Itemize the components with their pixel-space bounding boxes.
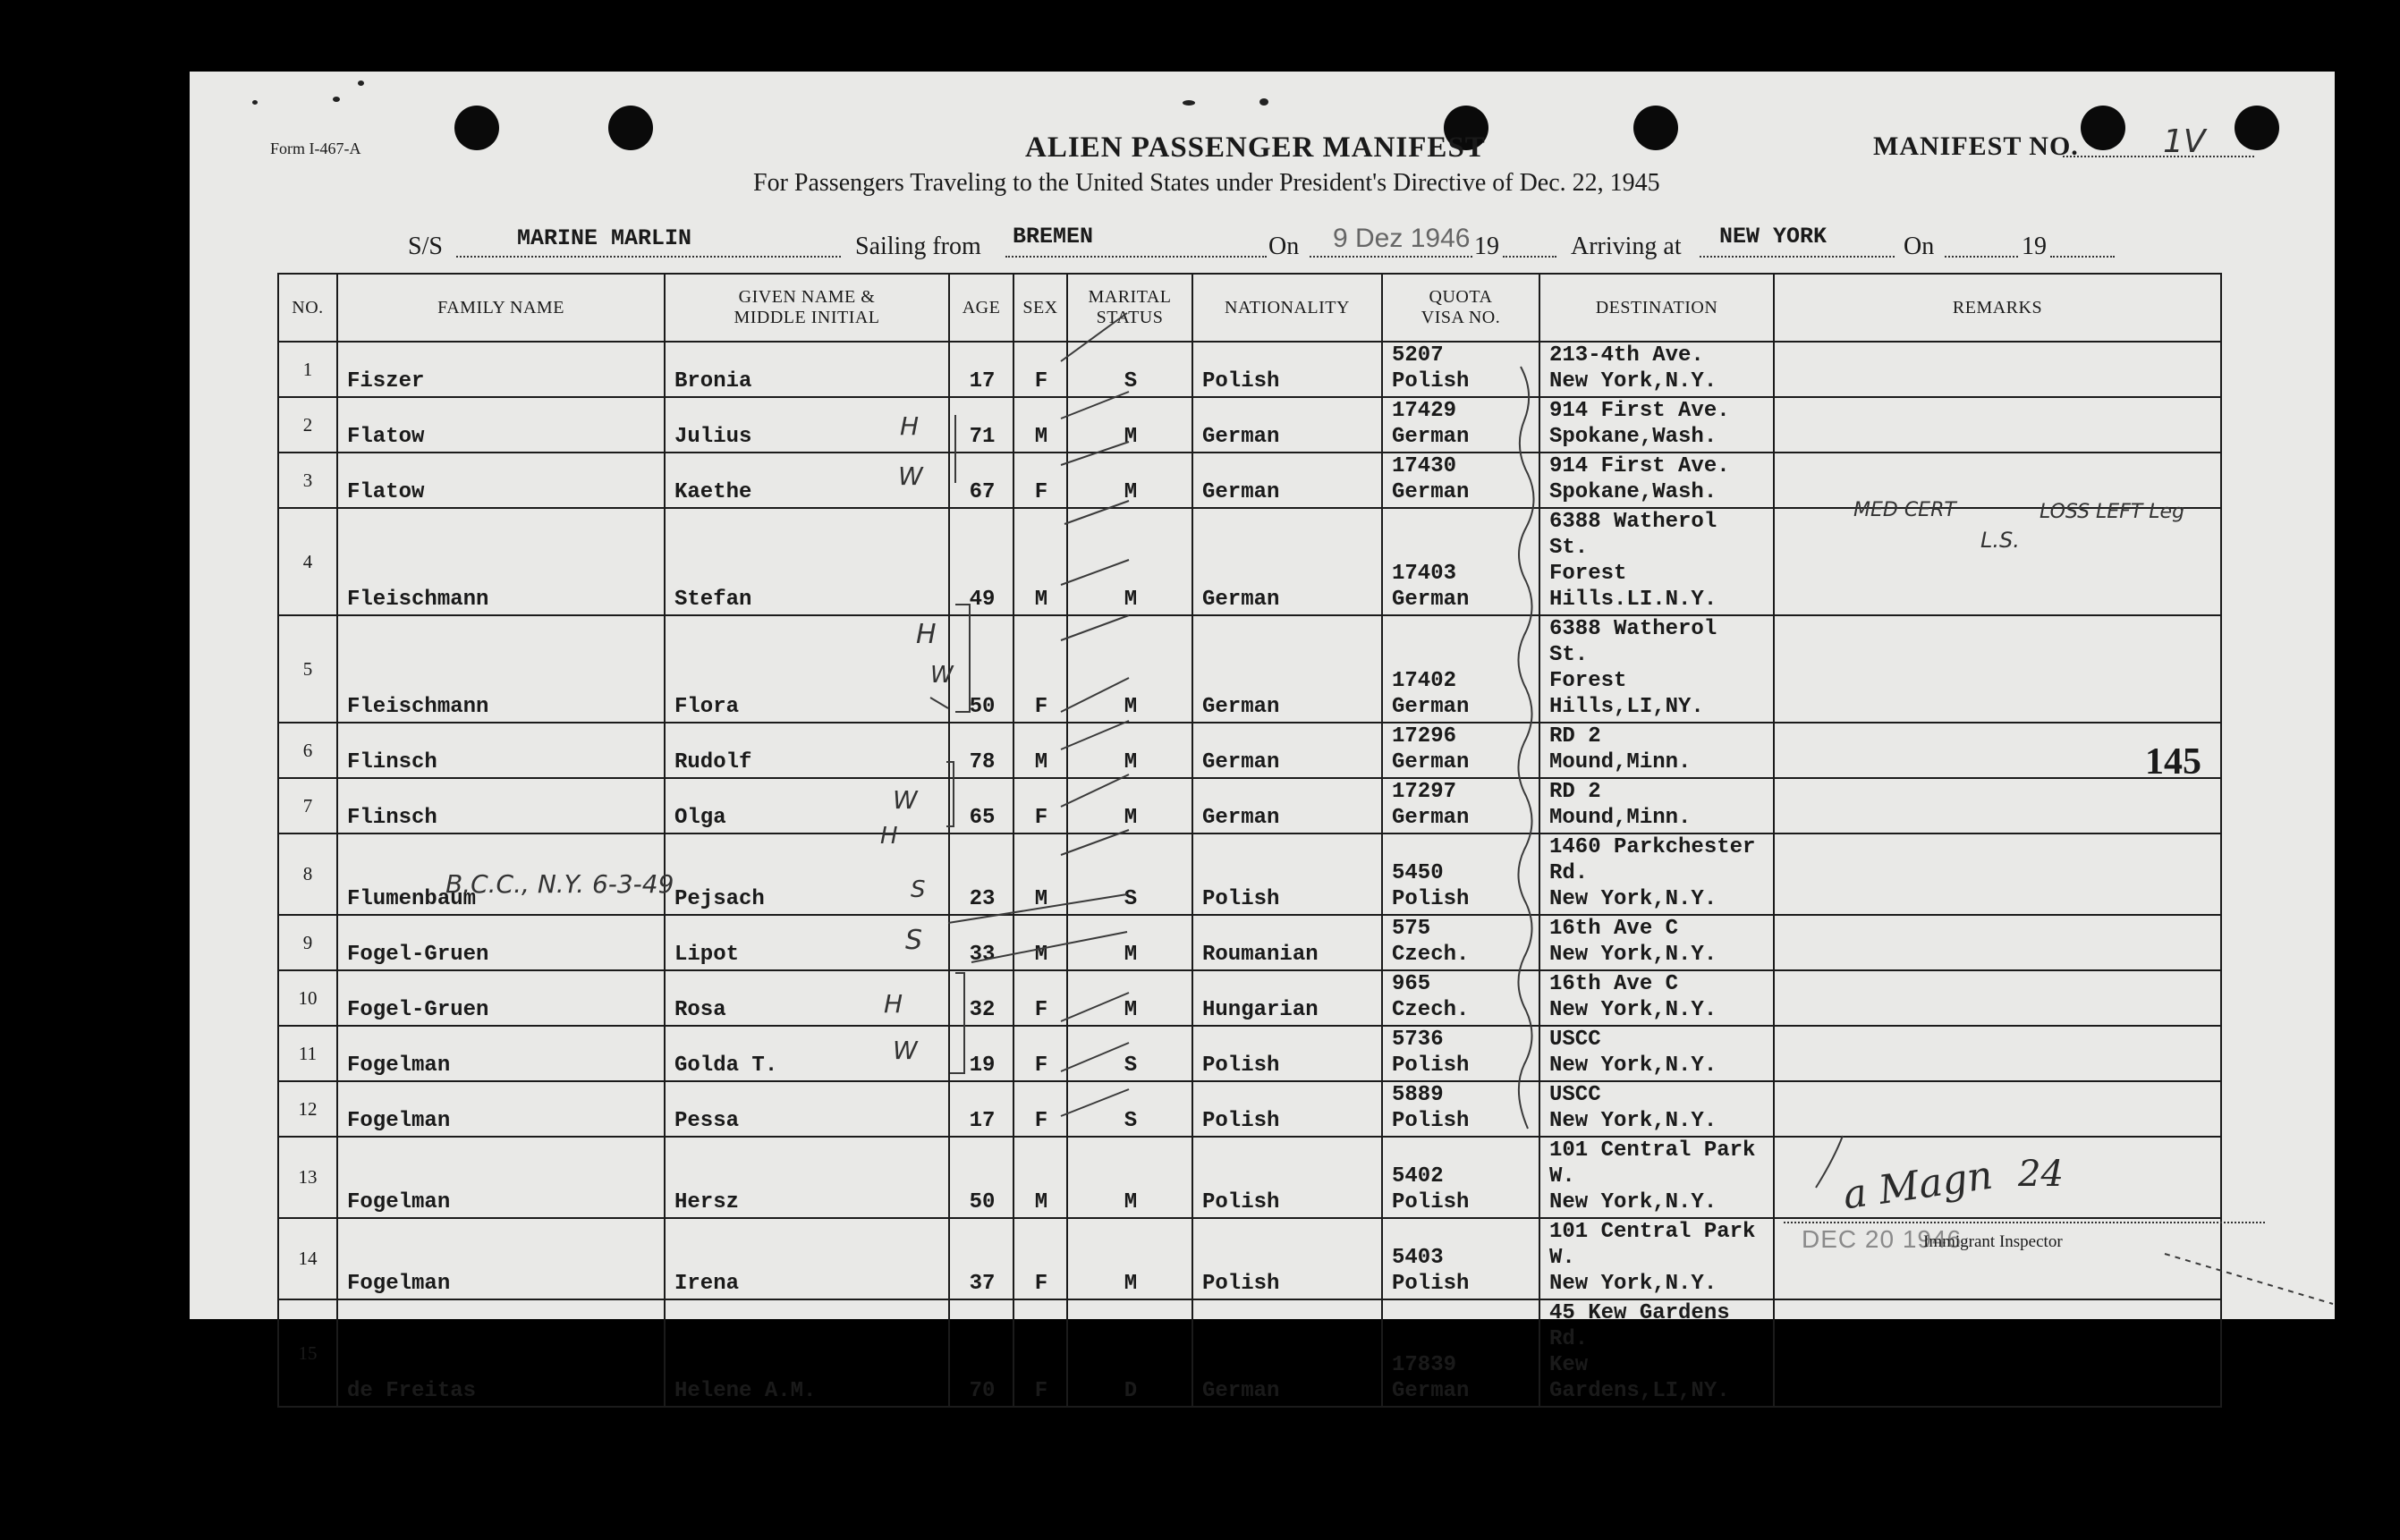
quota-nationality: German	[1392, 806, 1470, 830]
row-number: 3	[278, 453, 337, 508]
given-name-cell: Hersz	[665, 1137, 949, 1218]
sex-cell: M	[1013, 833, 1067, 915]
row-number: 13	[278, 1137, 337, 1218]
sex-cell: F	[1013, 1299, 1067, 1407]
family-name-cell: de Freitas	[337, 1299, 665, 1407]
nationality-cell: German	[1192, 615, 1382, 723]
nationality-cell: Hungarian	[1192, 970, 1382, 1026]
quota-visa-cell	[1382, 833, 1539, 915]
quota-visa-cell	[1382, 970, 1539, 1026]
nationality-cell: Polish	[1192, 1218, 1382, 1299]
ink-speck	[358, 80, 364, 86]
quota-nationality: Czech.	[1392, 998, 1470, 1022]
marital-status-cell: M	[1067, 508, 1192, 615]
sex-cell: M	[1013, 915, 1067, 970]
family-name-cell: Fleischmann	[337, 615, 665, 723]
quota-visa-number: 17402	[1392, 669, 1457, 693]
destination-cell	[1539, 1081, 1774, 1137]
sex-cell: F	[1013, 453, 1067, 508]
family-name-cell: Fogelman	[337, 1081, 665, 1137]
age-cell: 71	[949, 397, 1013, 453]
quota-visa-cell	[1382, 723, 1539, 778]
table-row	[278, 1299, 2221, 1407]
quota-visa-number: 5450	[1392, 861, 1444, 885]
quota-visa-cell	[1382, 1081, 1539, 1137]
age-cell: 50	[949, 615, 1013, 723]
marital-status-cell: M	[1067, 723, 1192, 778]
remarks-cell	[1774, 508, 2221, 615]
destination-line1: 101 Central Park W.	[1549, 1220, 1756, 1270]
col-given-name	[665, 274, 949, 342]
destination-cell	[1539, 508, 1774, 615]
sex-cell: F	[1013, 615, 1067, 723]
age-cell: 50	[949, 1137, 1013, 1218]
marital-status-cell: M	[1067, 1137, 1192, 1218]
family-name-cell: Flinsch	[337, 778, 665, 833]
family-name-cell: Flatow	[337, 453, 665, 508]
destination-line1: 914 First Ave.	[1549, 454, 1730, 478]
sailing-year-label: 19	[1474, 233, 1499, 260]
row-number: 15	[278, 1299, 337, 1407]
row-number: 5	[278, 615, 337, 723]
marital-status-cell: S	[1067, 1081, 1192, 1137]
age-cell: 78	[949, 723, 1013, 778]
age-cell: 17	[949, 1081, 1013, 1137]
age-cell: 17	[949, 342, 1013, 397]
marital-status-cell: M	[1067, 1218, 1192, 1299]
given-name-cell: Rosa	[665, 970, 949, 1026]
quota-visa-cell	[1382, 615, 1539, 723]
marital-status-cell: M	[1067, 397, 1192, 453]
sex-cell: F	[1013, 342, 1067, 397]
destination-cell	[1539, 970, 1774, 1026]
destination-cell	[1539, 342, 1774, 397]
sailing-from: BREMEN	[1013, 224, 1094, 250]
destination-line1: 213-4th Ave.	[1549, 343, 1704, 368]
arriving-year-label: 19	[2022, 233, 2047, 260]
manifest-no-line	[2063, 156, 2254, 157]
col-remarks: REMARKS	[1774, 274, 2221, 342]
remark-loss-left-leg: LOSS LEFT Leg	[2040, 501, 2185, 523]
quota-visa-number: 5403	[1392, 1246, 1444, 1270]
marital-status-cell: M	[1067, 778, 1192, 833]
given-name-cell: Olga	[665, 778, 949, 833]
destination-cell	[1539, 778, 1774, 833]
quota-visa-cell	[1382, 342, 1539, 397]
age-cell: 33	[949, 915, 1013, 970]
col-marital-line1: MARITAL	[1088, 287, 1172, 307]
table-row	[278, 615, 2221, 723]
family-name-cell: Flinsch	[337, 723, 665, 778]
remark-ls: L.S.	[1980, 528, 2020, 553]
given-name-cell: Pejsach	[665, 833, 949, 915]
inspector-signature: a Magn	[1840, 1152, 1996, 1219]
quota-visa-number: 5889	[1392, 1083, 1444, 1107]
punch-hole	[1633, 106, 1678, 150]
given-name-cell: Kaethe	[665, 453, 949, 508]
row-number: 14	[278, 1218, 337, 1299]
nationality-cell: German	[1192, 1299, 1382, 1407]
marital-status-cell: M	[1067, 915, 1192, 970]
quota-nationality: Polish	[1392, 887, 1470, 911]
hw-h-mark: H	[884, 989, 903, 1019]
inspector-signature-line	[1784, 1222, 2265, 1223]
destination-cell	[1539, 1299, 1774, 1407]
col-given-name-line1: GIVEN NAME &	[738, 287, 876, 307]
age-cell: 32	[949, 970, 1013, 1026]
quota-visa-number: 575	[1392, 917, 1431, 941]
quota-nationality: Polish	[1392, 1272, 1470, 1296]
nationality-cell: Polish	[1192, 1081, 1382, 1137]
col-nationality: NATIONALITY	[1192, 274, 1382, 342]
quota-visa-cell	[1382, 778, 1539, 833]
sex-cell: F	[1013, 778, 1067, 833]
hw-w-mark: W	[930, 662, 954, 689]
row-number: 1	[278, 342, 337, 397]
given-name-cell: Pessa	[665, 1081, 949, 1137]
family-name-cell: Flumenbaum	[337, 833, 665, 915]
quota-nationality: Polish	[1392, 1109, 1470, 1133]
col-family-name: FAMILY NAME	[337, 274, 665, 342]
nationality-cell: Polish	[1192, 342, 1382, 397]
destination-line1: USCC	[1549, 1083, 1601, 1107]
destination-cell	[1539, 723, 1774, 778]
nationality-cell: Polish	[1192, 1137, 1382, 1218]
destination-line1: USCC	[1549, 1028, 1601, 1052]
age-cell: 19	[949, 1026, 1013, 1081]
sailing-date-line	[1310, 256, 1472, 258]
table-row	[278, 1026, 2221, 1081]
punch-hole	[454, 106, 499, 150]
punch-hole	[608, 106, 653, 150]
table-row	[278, 397, 2221, 453]
family-name-cell: Fogelman	[337, 1026, 665, 1081]
sailing-year-line	[1503, 256, 1556, 258]
nationality-cell: German	[1192, 453, 1382, 508]
destination-line2: New York,N.Y.	[1549, 1109, 1717, 1133]
col-age: AGE	[949, 274, 1013, 342]
hw-h-mark: H	[916, 619, 937, 650]
family-name-cell: Fiszer	[337, 342, 665, 397]
quota-visa-number: 17430	[1392, 454, 1457, 478]
destination-cell	[1539, 1026, 1774, 1081]
sex-cell: F	[1013, 970, 1067, 1026]
hw-s-mark: S	[911, 876, 926, 903]
family-name-cell: Fogel-Gruen	[337, 915, 665, 970]
sex-cell: F	[1013, 1081, 1067, 1137]
destination-cell	[1539, 615, 1774, 723]
sailing-label: Sailing from	[855, 233, 981, 260]
arriving-line	[1700, 256, 1895, 258]
col-destination: DESTINATION	[1539, 274, 1774, 342]
destination-cell	[1539, 397, 1774, 453]
quota-visa-cell	[1382, 1026, 1539, 1081]
given-name-cell: Lipot	[665, 915, 949, 970]
family-name-cell: Flatow	[337, 397, 665, 453]
row-number: 7	[278, 778, 337, 833]
destination-line2: New York,N.Y.	[1549, 1190, 1717, 1214]
quota-nationality: German	[1392, 480, 1470, 504]
marital-status-cell: S	[1067, 1026, 1192, 1081]
given-name-cell: Stefan	[665, 508, 949, 615]
remark-med-cert: MED CERT	[1853, 499, 1956, 521]
col-sex: SEX	[1013, 274, 1067, 342]
table-row	[278, 915, 2221, 970]
quota-visa-number: 17429	[1392, 399, 1457, 423]
col-no: NO.	[278, 274, 337, 342]
ship-label: S/S	[408, 233, 443, 260]
destination-line2: Forest Hills,LI,NY.	[1549, 669, 1704, 719]
remarks-cell	[1774, 342, 2221, 397]
sex-cell: M	[1013, 508, 1067, 615]
hw-w-mark: W	[898, 461, 923, 491]
nationality-cell: Polish	[1192, 1026, 1382, 1081]
quota-nationality: Polish	[1392, 369, 1470, 393]
family-name-cell: Fogel-Gruen	[337, 970, 665, 1026]
quota-visa-cell	[1382, 1137, 1539, 1218]
ink-speck	[333, 97, 340, 102]
destination-line2: Mound,Minn.	[1549, 806, 1692, 830]
destination-line1: 6388 Watherol St.	[1549, 510, 1717, 560]
col-quota-line2: VISA NO.	[1420, 308, 1501, 327]
destination-line1: 45 Kew Gardens Rd.	[1549, 1301, 1730, 1351]
destination-line2: Mound,Minn.	[1549, 750, 1692, 774]
bcc-note: B.C.C., N.Y. 6-3-49	[445, 869, 674, 899]
sailing-on-label: On	[1268, 233, 1300, 260]
remarks-cell	[1774, 397, 2221, 453]
col-marital-status	[1067, 274, 1192, 342]
destination-line1: 6388 Watherol St.	[1549, 617, 1717, 667]
destination-line1: RD 2	[1549, 724, 1601, 749]
destination-line2: New York,N.Y.	[1549, 369, 1717, 393]
row-number: 9	[278, 915, 337, 970]
remarks-cell	[1774, 453, 2221, 508]
destination-line2: Spokane,Wash.	[1549, 480, 1717, 504]
manifest-title: ALIEN PASSENGER MANIFEST	[1025, 131, 1486, 164]
quota-nationality: German	[1392, 425, 1470, 449]
marital-status-cell: S	[1067, 342, 1192, 397]
age-cell: 67	[949, 453, 1013, 508]
sex-cell: F	[1013, 1026, 1067, 1081]
destination-line1: 16th Ave C	[1549, 972, 1679, 996]
marital-status-cell: D	[1067, 1299, 1192, 1407]
quota-nationality: Polish	[1392, 1053, 1470, 1078]
age-cell: 37	[949, 1218, 1013, 1299]
hw-w-mark: W	[893, 1036, 918, 1065]
family-name-cell: Fleischmann	[337, 508, 665, 615]
quota-nationality: German	[1392, 1379, 1470, 1403]
row-number: 2	[278, 397, 337, 453]
hw-s-mark: S	[905, 925, 923, 956]
family-name-cell: Fogelman	[337, 1218, 665, 1299]
manifest-subtitle: For Passengers Traveling to the United States under President's Directive of Dec. 22, 1945	[753, 169, 1660, 197]
remarks-cell	[1774, 1026, 2221, 1081]
destination-line1: 101 Central Park W.	[1549, 1138, 1756, 1189]
quota-visa-cell	[1382, 1299, 1539, 1407]
arriving-on-label: On	[1904, 233, 1935, 260]
nationality-cell: German	[1192, 508, 1382, 615]
age-cell: 65	[949, 778, 1013, 833]
remarks-cell	[1774, 615, 2221, 723]
destination-cell	[1539, 1137, 1774, 1218]
destination-line1: 1460 Parkchester Rd.	[1549, 835, 1756, 885]
quota-visa-number: 17297	[1392, 780, 1457, 804]
nationality-cell: Polish	[1192, 833, 1382, 915]
remarks-cell	[1774, 915, 2221, 970]
col-marital-line2: STATUS	[1096, 308, 1164, 327]
quota-visa-cell	[1382, 915, 1539, 970]
ink-speck	[252, 100, 258, 105]
marital-status-cell: M	[1067, 453, 1192, 508]
quota-nationality: German	[1392, 750, 1470, 774]
table-row	[278, 342, 2221, 397]
sailing-date-stamp: 9 Dez 1946	[1333, 224, 1471, 253]
punch-hole	[2081, 106, 2125, 150]
destination-line2: Forest Hills.LI.N.Y.	[1549, 562, 1717, 612]
sex-cell: M	[1013, 1137, 1067, 1218]
sex-cell: M	[1013, 397, 1067, 453]
manifest-no-label: MANIFEST NO.	[1873, 131, 2079, 161]
page-number: 145	[2145, 741, 2201, 783]
destination-line2: New York,N.Y.	[1549, 887, 1717, 911]
row-number: 11	[278, 1026, 337, 1081]
inspector-label: Immigrant Inspector	[1923, 1232, 2063, 1251]
destination-cell	[1539, 453, 1774, 508]
table-row	[278, 1081, 2221, 1137]
nationality-cell: Roumanian	[1192, 915, 1382, 970]
age-cell: 70	[949, 1299, 1013, 1407]
date-stamp: DEC 20 1946	[1802, 1225, 1963, 1253]
destination-cell	[1539, 915, 1774, 970]
age-cell: 23	[949, 833, 1013, 915]
row-number: 8	[278, 833, 337, 915]
sex-cell: F	[1013, 1218, 1067, 1299]
punch-hole	[2235, 106, 2279, 150]
arriving-label: Arriving at	[1571, 233, 1682, 260]
destination-line2: New York,N.Y.	[1549, 1272, 1717, 1296]
row-number: 12	[278, 1081, 337, 1137]
destination-line1: RD 2	[1549, 780, 1601, 804]
signature-count: 24	[2018, 1154, 2064, 1195]
destination-line1: 914 First Ave.	[1549, 399, 1730, 423]
quota-visa-number: 5402	[1392, 1164, 1444, 1189]
family-name-cell: Fogelman	[337, 1137, 665, 1218]
marital-status-cell: M	[1067, 615, 1192, 723]
sex-cell: M	[1013, 723, 1067, 778]
table-header-row	[278, 274, 2221, 342]
quota-nationality: Czech.	[1392, 943, 1470, 967]
destination-line2: New York,N.Y.	[1549, 943, 1717, 967]
sailing-line	[1005, 256, 1267, 258]
remarks-cell	[1774, 1081, 2221, 1137]
quota-nationality: Polish	[1392, 1190, 1470, 1214]
given-name-cell: Irena	[665, 1218, 949, 1299]
given-name-cell: Julius	[665, 397, 949, 453]
quota-visa-number: 17296	[1392, 724, 1457, 749]
remarks-cell	[1774, 833, 2221, 915]
marital-status-cell: M	[1067, 970, 1192, 1026]
remarks-cell	[1774, 1299, 2221, 1407]
destination-line2: New York,N.Y.	[1549, 998, 1717, 1022]
quota-nationality: German	[1392, 588, 1470, 612]
nationality-cell: German	[1192, 397, 1382, 453]
destination-line2: Kew Gardens,LI,NY.	[1549, 1353, 1730, 1403]
nationality-cell: German	[1192, 723, 1382, 778]
ship-name: MARINE MARLIN	[517, 225, 692, 251]
quota-visa-cell	[1382, 453, 1539, 508]
arriving-year-line	[2050, 256, 2115, 258]
table-row	[278, 723, 2221, 778]
remarks-cell	[1774, 778, 2221, 833]
destination-line2: Spokane,Wash.	[1549, 425, 1717, 449]
manifest-no-value: 1V	[2163, 123, 2206, 160]
table-row	[278, 778, 2221, 833]
arriving-date-line	[1945, 256, 2018, 258]
row-number: 4	[278, 508, 337, 615]
quota-visa-number: 17403	[1392, 562, 1457, 586]
given-name-cell: Golda T.	[665, 1026, 949, 1081]
quota-visa-cell	[1382, 397, 1539, 453]
quota-visa-number: 5736	[1392, 1028, 1444, 1052]
col-given-name-line2: MIDDLE INITIAL	[734, 308, 880, 327]
table-row	[278, 970, 2221, 1026]
given-name-cell: Bronia	[665, 342, 949, 397]
age-cell: 49	[949, 508, 1013, 615]
marital-status-cell: S	[1067, 833, 1192, 915]
table-row	[278, 508, 2221, 615]
quota-visa-number: 17839	[1392, 1353, 1457, 1377]
form-id: Form I-467-A	[270, 140, 361, 157]
destination-cell	[1539, 1218, 1774, 1299]
destination-line2: New York,N.Y.	[1549, 1053, 1717, 1078]
quota-visa-number: 965	[1392, 972, 1431, 996]
ink-speck	[1259, 98, 1268, 106]
quota-visa-cell	[1382, 1218, 1539, 1299]
given-name-cell: Helene A.M.	[665, 1299, 949, 1407]
ink-speck	[1183, 100, 1195, 106]
arriving-at: NEW YORK	[1719, 224, 1828, 250]
row-number: 10	[278, 970, 337, 1026]
quota-visa-cell	[1382, 508, 1539, 615]
nationality-cell: German	[1192, 778, 1382, 833]
quota-nationality: German	[1392, 695, 1470, 719]
hw-h-mark: H	[900, 411, 920, 441]
hw-h-mark: H	[880, 823, 898, 850]
hw-w-mark: W	[893, 785, 918, 815]
col-quota-visa	[1382, 274, 1539, 342]
given-name-cell: Rudolf	[665, 723, 949, 778]
destination-line1: 16th Ave C	[1549, 917, 1679, 941]
given-name-cell: Flora	[665, 615, 949, 723]
quota-visa-number: 5207	[1392, 343, 1444, 368]
remarks-cell	[1774, 970, 2221, 1026]
col-quota-line1: QUOTA	[1429, 287, 1493, 307]
destination-cell	[1539, 833, 1774, 915]
ship-line	[456, 256, 841, 258]
row-number: 6	[278, 723, 337, 778]
